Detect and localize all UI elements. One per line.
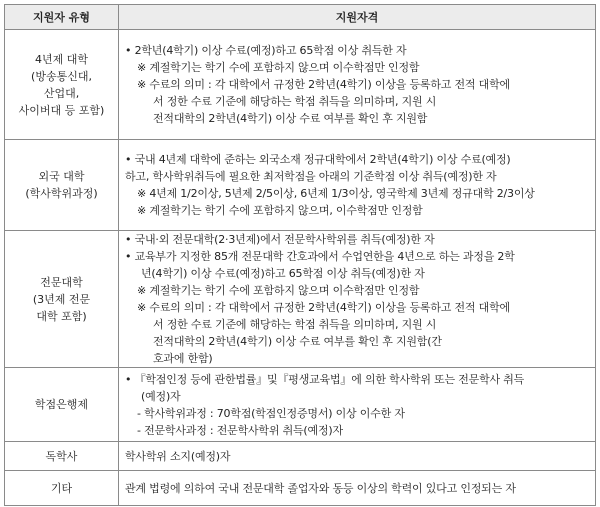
- qualification-line: - 전문학사과정 : 전문학사학위 취득(예정)자: [137, 423, 343, 437]
- applicant-type-cell: [5, 442, 119, 471]
- applicant-type-cell: [5, 471, 119, 506]
- qualification-line: • 2학년(4학기) 이상 수료(예정)하고 65학점 이상 취득한 자: [125, 44, 407, 57]
- qualification-cell: [119, 368, 596, 442]
- qualification-line: 서 정한 수료 기준에 해당하는 학점 취득을 의미하며, 지원 시: [153, 318, 437, 331]
- qualification-line: • 『학점인정 등에 관한법률』및『평생교육법』에 의한 학사학위 또는 전문학사 취득: [125, 372, 525, 386]
- table-row-credit-bank: [5, 368, 596, 442]
- header-qualification: 지원자격: [119, 5, 596, 30]
- applicant-type-label: (3년제 전문: [32, 292, 91, 306]
- applicant-type-label: 전문대학: [40, 275, 83, 289]
- qualification-line: • 교육부가 지정한 85개 전문대학 간호과에서 수업연한을 4년으로 하는 과정을 2학: [125, 250, 515, 263]
- table-row-other: [5, 471, 596, 506]
- applicant-type-cell: [5, 140, 119, 231]
- qualification-line: (예정)자: [141, 389, 181, 403]
- qualification-line: 관계 법령에 의하여 국내 전문대학 졸업자와 동등 이상의 학력이 있다고 인정되는 자: [125, 481, 516, 495]
- applicant-type-cell: [5, 30, 119, 140]
- qualification-line: ※ 계절학기는 학기 수에 포함하지 않으며 이수학점만 인정함: [137, 284, 420, 297]
- qualification-line: • 국내·외 전문대학(2·3년제)에서 전문학사학위를 취득(예정)한 자: [125, 233, 435, 246]
- table-row-four-year-university: [5, 30, 596, 140]
- qualification-line: 하고, 학사학위취득에 필요한 최저학점을 아래의 기준학점 이상 취득(예정)한 자: [125, 170, 497, 183]
- qualification-line: ※ 4년제 1/2이상, 5년제 2/5이상, 6년제 1/3이상, 영국학제 3년제 정규대학 2/3이상: [137, 187, 535, 200]
- qualification-line: ※ 계절학기는 학기 수에 포함하지 않으며 이수학점만 인정함: [137, 61, 420, 74]
- applicant-type-label: 학점은행제: [34, 398, 89, 411]
- applicant-type-cell: [5, 368, 119, 442]
- qualification-line: 서 정한 수료 기준에 해당하는 학점 취득을 의미하며, 지원 시: [153, 95, 437, 108]
- qualification-cell: [119, 30, 596, 140]
- qualification-line: 전적대학의 2학년(4학기) 이상 수료 여부를 확인 후 지원함(간: [153, 335, 442, 348]
- applicant-type-label: (학사학위과정): [25, 187, 98, 200]
- qualification-line: ※ 수료의 의미 : 각 대학에서 규정한 2학년(4학기) 이상을 등록하고 전적 대학에: [137, 78, 510, 91]
- applicant-type-label: 기타: [50, 481, 73, 495]
- applicant-type-label: 산업대,: [43, 86, 80, 100]
- applicant-type-label: 외국 대학: [38, 170, 85, 183]
- qualification-cell: [119, 442, 596, 471]
- applicant-type-cell: [5, 231, 119, 368]
- qualification-cell: [119, 231, 596, 368]
- applicant-type-label: (방송통신대,: [31, 69, 92, 83]
- eligibility-table: [4, 4, 596, 506]
- qualification-cell: [119, 471, 596, 506]
- applicant-type-label: 독학사: [45, 449, 78, 463]
- header-applicant-type: 지원자 유형: [5, 5, 119, 30]
- applicant-type-label: 대학 포함): [36, 309, 87, 323]
- qualification-line: • 국내 4년제 대학에 준하는 외국소재 정규대학에서 2학년(4학기) 이상 수료(예정): [125, 153, 511, 166]
- table-row-junior-college: [5, 231, 596, 368]
- table-row-foreign-university: [5, 140, 596, 231]
- qualification-line: 년(4학기) 이상 수료(예정)하고 65학점 이상 취득(예정)한 자: [141, 267, 425, 280]
- qualification-line: ※ 수료의 의미 : 각 대학에서 규정한 2학년(4학기) 이상을 등록하고 전적 대학에: [137, 301, 510, 314]
- table-header-row: [5, 5, 596, 30]
- qualification-cell: [119, 140, 596, 231]
- qualification-line: - 학사학위과정 : 70학점(학점인정증명서) 이상 이수한 자: [137, 406, 405, 420]
- table-row-independent-study: [5, 442, 596, 471]
- qualification-line: ※ 계절학기는 학기 수에 포함하지 않으며, 이수학점만 인정함: [137, 204, 423, 217]
- qualification-line: 호과에 한함): [153, 352, 213, 365]
- qualification-line: 전적대학의 2학년(4학기) 이상 수료 여부를 확인 후 지원함: [153, 112, 428, 125]
- applicant-type-label: 4년제 대학: [35, 52, 88, 66]
- qualification-line: 학사학위 소지(예정)자: [125, 449, 231, 463]
- applicant-type-label: 사이버대 등 포함): [18, 103, 105, 117]
